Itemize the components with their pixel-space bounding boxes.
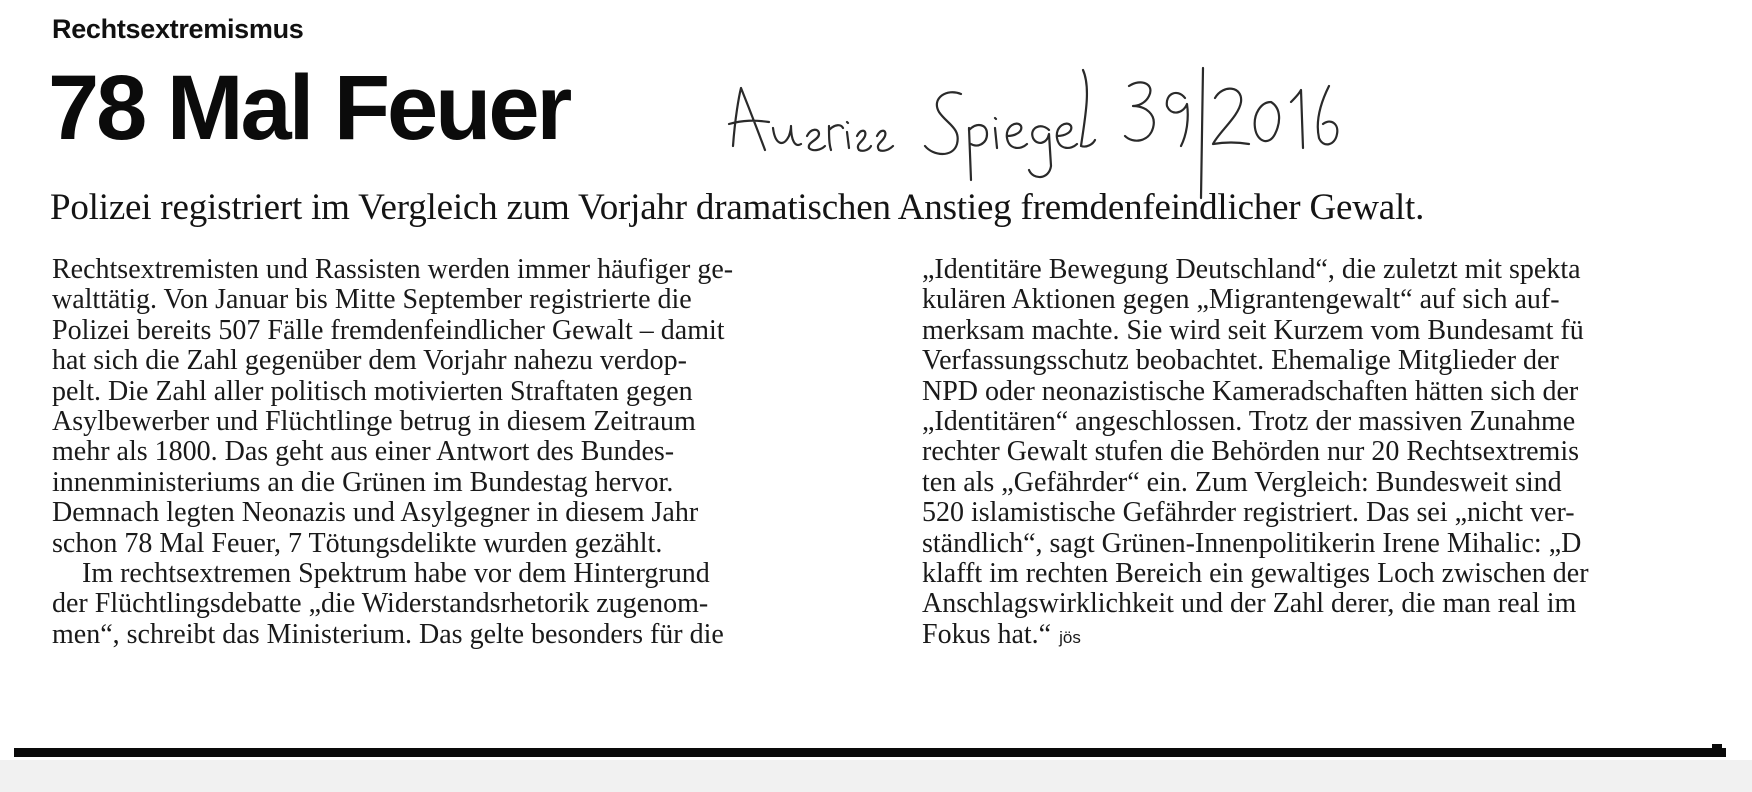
text-line: kulären Aktionen gegen „Migrantengewalt“ auf sich auf- xyxy=(922,284,1560,316)
text-line: NPD oder neonazistische Kameradschaften hätten sich der xyxy=(922,375,1579,407)
article-column-left xyxy=(52,255,880,650)
text-line: Verfassungsschutz beobachtet. Ehemalige Mitglieder der xyxy=(922,345,1559,377)
text-line: ständlich“, sagt Grünen-Innenpolitikerin Irene Mihalic: „D xyxy=(922,527,1582,559)
article-subheadline: Polizei registriert im Vergleich zum Vorjahr dramatischen Anstieg fremdenfeindlicher Gewalt. xyxy=(50,187,1425,228)
text-line: klafft im rechten Bereich ein gewaltiges Loch zwischen der xyxy=(922,557,1589,589)
text-line: rechter Gewalt stufen die Behörden nur 20 Rechtsextremis xyxy=(922,436,1580,468)
text-line: hat sich die Zahl gegenüber dem Vorjahr nahezu verdop- xyxy=(52,345,687,377)
text-line: „Identitären“ angeschlossen. Trotz der massiven Zunahme xyxy=(922,405,1576,437)
text-line-content: Fokus hat.“ xyxy=(922,618,1052,650)
text-line: Anschlagswirklichkeit und der Zahl derer, die man real im xyxy=(922,588,1577,620)
text-line: Polizei bereits 507 Fälle fremdenfeindlicher Gewalt – damit xyxy=(52,314,725,346)
text-line: Demnach legten Neonazis und Asylgegner in diesem Jahr xyxy=(52,497,699,529)
text-line: merksam machte. Sie wird seit Kurzem vom Bundesamt fü xyxy=(922,314,1584,346)
text-line: men“, schreibt das Ministerium. Das gelte besonders für die xyxy=(52,618,724,650)
text-line: ten als „Gefährder“ ein. Zum Vergleich: Bundesweit sind xyxy=(922,466,1562,498)
text-line: „Identitäre Bewegung Deutschland“, die zuletzt mit spekta xyxy=(922,255,1581,285)
article-column-right xyxy=(922,255,1730,650)
text-line: der Flüchtlingsdebatte „die Widerstandsrhetorik zugenom- xyxy=(52,588,709,620)
article-headline: 78 Mal Feuer xyxy=(48,57,570,159)
text-line: pelt. Die Zahl aller politisch motivierten Straftaten gegen xyxy=(52,375,693,407)
bottom-divider-rule xyxy=(14,748,1726,757)
text-line: Asylbewerber und Flüchtlinge betrug in diesem Zeitraum xyxy=(52,405,696,437)
section-rubric: Rechtsextremismus xyxy=(52,14,304,44)
text-line: Rechtsextremisten und Rassisten werden immer häufiger ge- xyxy=(52,255,734,285)
text-line: walttätig. Von Januar bis Mitte September registrierte die xyxy=(52,284,692,316)
text-line-last xyxy=(922,620,1730,650)
text-line: mehr als 1800. Das geht aus einer Antwort des Bundes- xyxy=(52,436,675,468)
text-line: schon 78 Mal Feuer, 7 Tötungsdelikte wurden gezählt. xyxy=(52,527,663,559)
text-line: 520 islamistische Gefährder registriert. Das sei „nicht ver- xyxy=(922,497,1575,529)
text-line: innenministeriums an die Grünen im Bundestag hervor. xyxy=(52,466,674,498)
author-initials: jös xyxy=(1059,627,1081,647)
text-line: Im rechtsextremen Spektrum habe vor dem Hintergrund xyxy=(82,557,710,589)
